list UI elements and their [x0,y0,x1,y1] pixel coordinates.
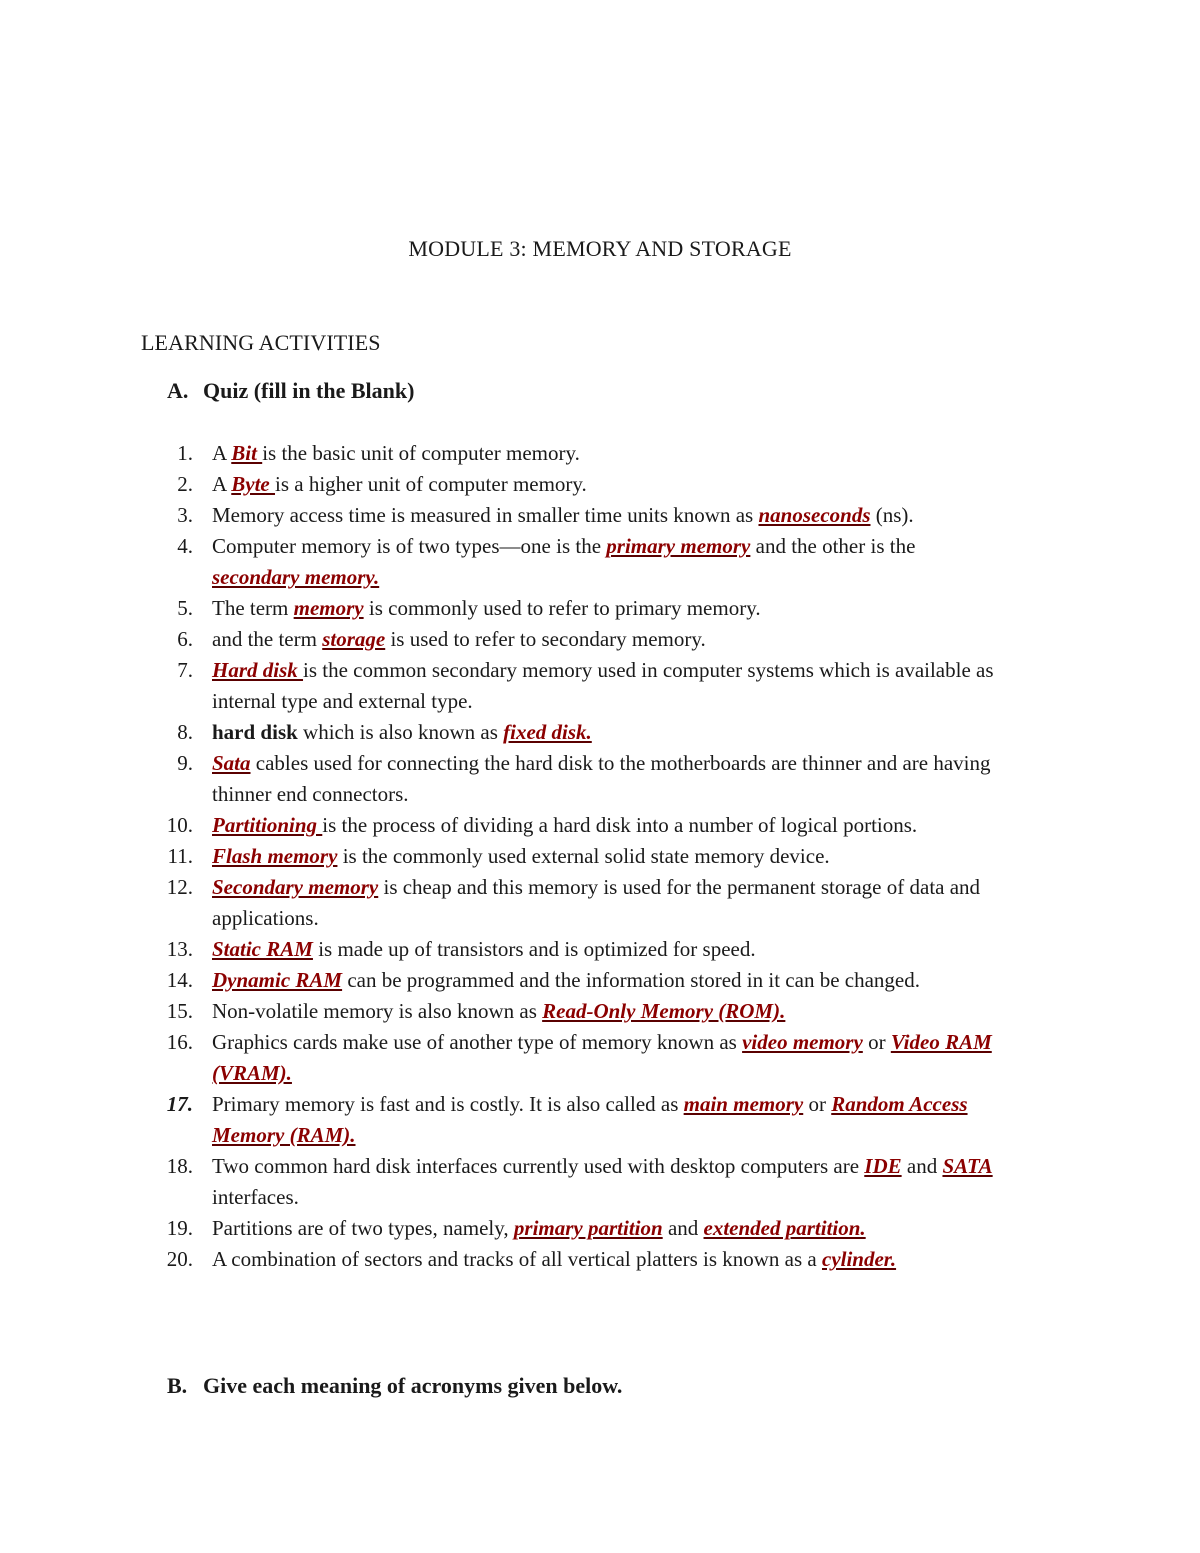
quiz-item-8 [0,717,1042,748]
quiz-text: Memory access time is measured in smaller time units known as [212,503,759,527]
quiz-item-1 [0,438,1042,469]
quiz-text: A [212,472,232,496]
quiz-answer: Hard disk [212,658,304,682]
quiz-num: 20. [166,1247,193,1271]
quiz-text: A combination of sectors and tracks of all vertical platters is known as a [212,1247,822,1271]
quiz-text: is a higher unit of computer memory. [275,472,587,496]
quiz-num: 13. [166,937,193,961]
quiz-item-2 [0,469,1042,500]
quiz-num: 11. [167,844,193,868]
quiz-item-3 [0,500,1042,531]
quiz-text: is made up of transistors and is optimized for speed. [312,937,756,961]
part-a-title: Quiz (fill in the Blank) [203,378,415,403]
quiz-item-14 [0,965,1042,996]
quiz-item-20 [0,1244,1042,1275]
quiz-text: is the basic unit of computer memory. [262,441,580,465]
quiz-answer: Flash memory [212,844,338,868]
quiz-answer: Dynamic RAM [212,968,343,992]
quiz-answer: IDE [864,1154,902,1178]
quiz-text: is the commonly used external solid state memory device. [337,844,830,868]
quiz-text: cables used for connecting the hard disk to the motherboards are thinner and are having thinner end connectors. [212,751,991,806]
quiz-num: 12. [166,875,193,899]
quiz-text: can be programmed and the information stored in it can be changed. [342,968,920,992]
quiz-answer: primary memory [606,534,751,558]
quiz-list [0,438,1200,1275]
quiz-text: is cheap and this memory is used for the permanent storage of data and applications. [212,875,981,930]
quiz-text: Graphics cards make use of another type of memory known as [212,1030,743,1054]
quiz-item-4 [0,531,1042,593]
quiz-answer: cylinder. [822,1247,897,1271]
quiz-num: 19. [166,1216,193,1240]
quiz-text: and [901,1154,943,1178]
quiz-item-9 [0,748,1042,810]
quiz-answer: fixed disk. [503,720,592,744]
quiz-answer: Sata [212,751,251,775]
quiz-answer: nanoseconds [758,503,871,527]
quiz-text: is commonly used to refer to primary memory. [363,596,761,620]
quiz-text: interfaces. [212,1185,299,1209]
quiz-text: Computer memory is of two types—one is the [212,534,607,558]
quiz-item-7 [0,655,1042,717]
quiz-answer: Bit [231,441,263,465]
quiz-num: 9. [177,751,193,775]
quiz-text: and the other is the [750,534,916,558]
quiz-answer: extended partition. [703,1216,866,1240]
quiz-answer: Read-Only Memory (ROM). [542,999,786,1023]
quiz-text: (ns). [870,503,914,527]
quiz-answer: Byte [231,472,275,496]
quiz-num: 17. [166,1092,193,1116]
quiz-bold-term: hard disk [212,720,298,744]
quiz-item-10 [0,810,1042,841]
quiz-answer: secondary memory. [212,565,380,589]
part-b-title: Give each meaning of acronyms given below. [203,1373,623,1398]
quiz-num: 18. [166,1154,193,1178]
quiz-text: Primary memory is fast and is costly. It is also called as [212,1092,684,1116]
quiz-answer: video memory [742,1030,863,1054]
quiz-answer: Partitioning [212,813,323,837]
quiz-text: and the term [212,627,323,651]
quiz-num: 2. [177,472,193,496]
quiz-item-11 [0,841,1042,872]
page-title: MODULE 3: MEMORY AND STORAGE [408,236,792,261]
quiz-text: or [803,1092,832,1116]
quiz-num: 15. [166,999,193,1023]
quiz-text: and [662,1216,704,1240]
quiz-answer: Video RAM (VRAM). [212,1030,992,1085]
quiz-num: 16. [166,1030,193,1054]
quiz-answer: memory [293,596,364,620]
quiz-item-15 [0,996,1042,1027]
part-a-heading [167,378,414,404]
quiz-text: The term [212,596,294,620]
quiz-item-18 [0,1151,1042,1213]
quiz-answer: SATA [942,1154,993,1178]
quiz-text: or [862,1030,891,1054]
quiz-text: is used to refer to secondary memory. [385,627,706,651]
quiz-answer: Secondary memory [212,875,379,899]
quiz-num: 14. [166,968,193,992]
quiz-num: 10. [166,813,193,837]
quiz-answer: storage [322,627,386,651]
quiz-item-5 [0,593,1042,624]
quiz-item-17 [0,1089,1042,1151]
quiz-num: 4. [177,534,193,558]
quiz-num: 6. [177,627,193,651]
part-b-letter: B. [167,1373,188,1398]
quiz-item-13 [0,934,1042,965]
quiz-text: Two common hard disk interfaces currently used with desktop computers are [212,1154,865,1178]
quiz-item-6 [0,624,1042,655]
part-a-letter: A. [167,378,189,403]
quiz-answer: Random Access Memory (RAM). [212,1092,968,1147]
quiz-text: Non-volatile memory is also known as [212,999,543,1023]
quiz-num: 3. [177,503,193,527]
quiz-num: 1. [177,441,193,465]
quiz-item-12 [0,872,1042,934]
quiz-num: 7. [177,658,193,682]
quiz-answer: Static RAM [212,937,313,961]
quiz-item-16 [0,1027,1042,1089]
quiz-text: is the common secondary memory used in computer systems which is available as internal type and external type. [212,658,994,713]
quiz-text: A [212,441,232,465]
quiz-answer: main memory [683,1092,804,1116]
quiz-text: Partitions are of two types, namely, [212,1216,514,1240]
part-b-heading [167,1373,622,1399]
quiz-text: is the process of dividing a hard disk into a number of logical portions. [322,813,918,837]
quiz-item-19 [0,1213,1042,1244]
section-heading: LEARNING ACTIVITIES [141,330,381,355]
quiz-num: 5. [177,596,193,620]
quiz-answer: primary partition [513,1216,663,1240]
quiz-num: 8. [177,720,193,744]
quiz-text: which is also known as [297,720,504,744]
